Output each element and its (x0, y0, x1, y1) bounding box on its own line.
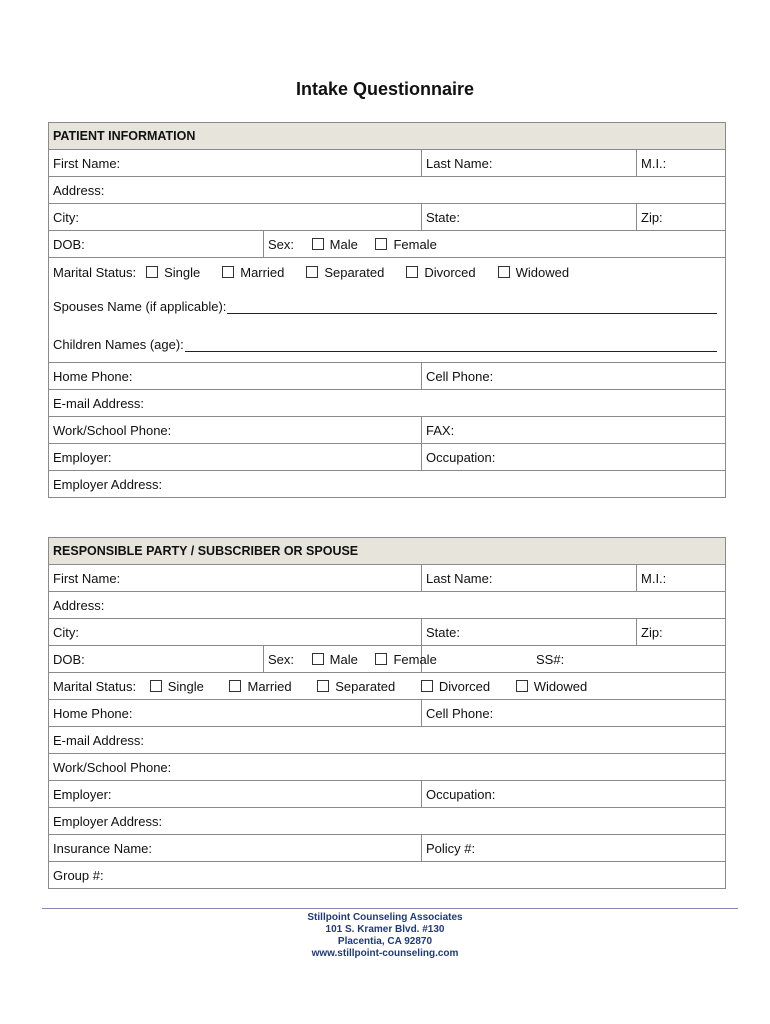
zip-field[interactable]: Zip: (637, 619, 726, 646)
marital-widowed-option[interactable]: Widowed (516, 679, 587, 694)
email-field[interactable]: E-mail Address: (49, 727, 726, 754)
marital-separated-option[interactable]: Separated (317, 679, 395, 694)
ssn-field[interactable]: SS#: (422, 646, 726, 673)
marital-status-row: Marital Status: Single Married Separated Divorced Widowed (49, 673, 726, 700)
section-header: PATIENT INFORMATION (49, 123, 726, 150)
employer-address-field[interactable]: Employer Address: (49, 471, 726, 498)
middle-initial-field[interactable]: M.I.: (637, 565, 726, 592)
checkbox-icon[interactable] (146, 266, 158, 278)
checkbox-icon[interactable] (498, 266, 510, 278)
employer-field[interactable]: Employer: (49, 444, 422, 471)
marital-separated-option[interactable]: Separated (306, 265, 384, 280)
checkbox-icon[interactable] (421, 680, 433, 692)
footer-address-line-2: Placentia, CA 92870 (337, 936, 433, 947)
footer-company: Stillpoint Counseling Associates (307, 912, 463, 923)
footer-divider (42, 908, 738, 909)
insurance-name-field[interactable]: Insurance Name: (49, 835, 422, 862)
marital-married-option[interactable]: Married (229, 679, 291, 694)
marital-divorced-option[interactable]: Divorced (406, 265, 475, 280)
section-header: RESPONSIBLE PARTY / SUBSCRIBER OR SPOUSE (49, 538, 726, 565)
sex-field (264, 646, 437, 673)
marital-single-option[interactable]: Single (146, 265, 200, 280)
home-phone-field[interactable]: Home Phone: (49, 363, 422, 390)
sex-field (264, 231, 726, 258)
checkbox-icon[interactable] (375, 653, 387, 665)
marital-single-option[interactable]: Single (150, 679, 204, 694)
checkbox-icon[interactable] (312, 653, 324, 665)
sex-male-option[interactable]: Male (312, 237, 358, 252)
sex-male-option[interactable]: Male (312, 652, 358, 667)
sex-female-option[interactable]: Female (375, 652, 436, 667)
patient-information-table (48, 122, 726, 498)
state-field[interactable]: State: (422, 619, 637, 646)
address-field[interactable]: Address: (49, 177, 726, 204)
children-names-input[interactable] (185, 337, 717, 352)
responsible-party-table (48, 537, 726, 889)
marital-status-row: Marital Status: Single Married Separated Divorced Widowed (53, 264, 570, 280)
middle-initial-field[interactable]: M.I.: (637, 150, 726, 177)
marital-widowed-option[interactable]: Widowed (498, 265, 569, 280)
group-number-field[interactable]: Group #: (49, 862, 726, 889)
first-name-field[interactable]: First Name: (49, 150, 422, 177)
checkbox-icon[interactable] (229, 680, 241, 692)
employer-field[interactable]: Employer: (49, 781, 422, 808)
children-names-row: Children Names (age): (49, 326, 725, 362)
marital-married-option[interactable]: Married (222, 265, 284, 280)
zip-field[interactable]: Zip: (637, 204, 726, 231)
sex-label: Sex: (268, 651, 295, 667)
dob-field[interactable]: DOB: (49, 646, 264, 673)
checkbox-icon[interactable] (306, 266, 318, 278)
checkbox-icon[interactable] (375, 238, 387, 250)
footer-website-link[interactable]: www.stillpoint-counseling.com (311, 948, 459, 959)
footer-address-line-1: 101 S. Kramer Blvd. #130 (325, 924, 445, 935)
checkbox-icon[interactable] (406, 266, 418, 278)
checkbox-icon[interactable] (317, 680, 329, 692)
work-phone-field[interactable]: Work/School Phone: (49, 754, 726, 781)
occupation-field[interactable]: Occupation: (422, 781, 726, 808)
fax-field[interactable]: FAX: (422, 417, 726, 444)
page-title: Intake Questionnaire (295, 79, 475, 99)
email-field[interactable]: E-mail Address: (49, 390, 726, 417)
last-name-field[interactable]: Last Name: (422, 150, 637, 177)
cell-phone-field[interactable]: Cell Phone: (422, 363, 726, 390)
dob-field[interactable]: DOB: (49, 231, 264, 258)
checkbox-icon[interactable] (150, 680, 162, 692)
footer (0, 912, 770, 960)
first-name-field[interactable]: First Name: (49, 565, 422, 592)
marital-and-family-block (49, 258, 726, 363)
last-name-field[interactable]: Last Name: (422, 565, 637, 592)
state-field[interactable]: State: (422, 204, 637, 231)
policy-number-field[interactable]: Policy #: (422, 835, 726, 862)
spouses-name-row: Spouses Name (if applicable): (49, 286, 725, 326)
sex-label: Sex: (268, 236, 295, 252)
occupation-field[interactable]: Occupation: (422, 444, 726, 471)
work-phone-field[interactable]: Work/School Phone: (49, 417, 422, 444)
checkbox-icon[interactable] (516, 680, 528, 692)
checkbox-icon[interactable] (222, 266, 234, 278)
checkbox-icon[interactable] (312, 238, 324, 250)
cell-phone-field[interactable]: Cell Phone: (422, 700, 726, 727)
home-phone-field[interactable]: Home Phone: (49, 700, 422, 727)
city-field[interactable]: City: (49, 619, 422, 646)
city-field[interactable]: City: (49, 204, 422, 231)
marital-divorced-option[interactable]: Divorced (421, 679, 490, 694)
spouses-name-input[interactable] (227, 299, 717, 314)
sex-female-option[interactable]: Female (375, 237, 436, 252)
address-field[interactable]: Address: (49, 592, 726, 619)
employer-address-field[interactable]: Employer Address: (49, 808, 726, 835)
